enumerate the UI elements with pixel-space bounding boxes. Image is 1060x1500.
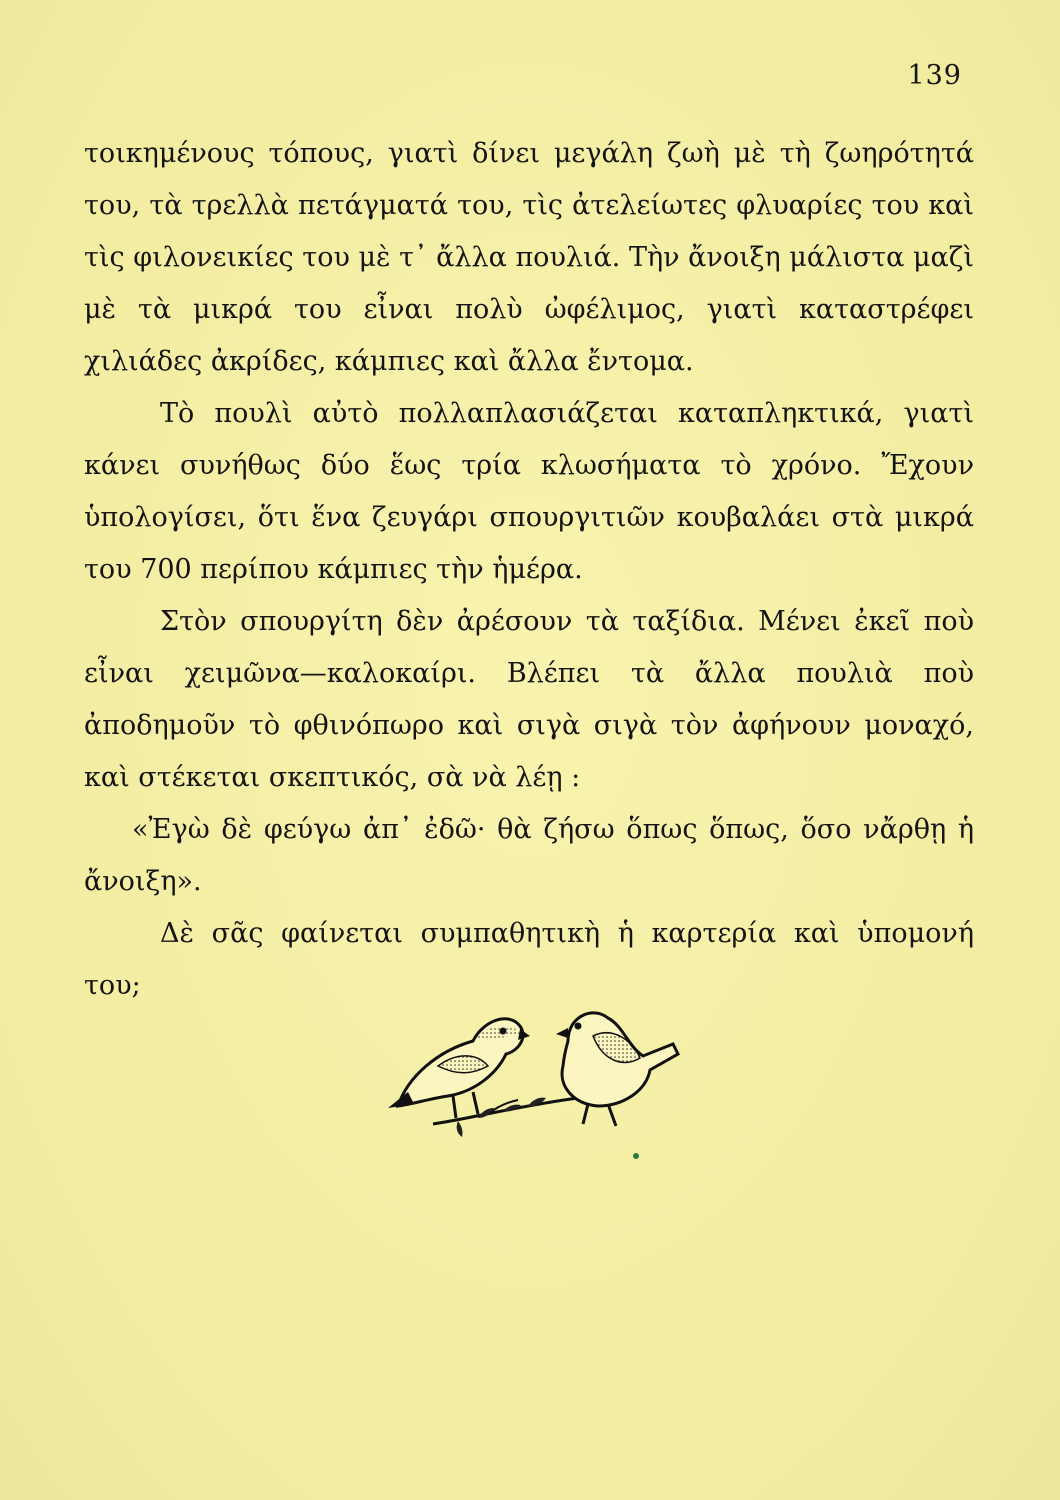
paragraph: Δὲ σᾶς φαίνεται συμπαθητικὴ ἡ καρτερία καὶ ὑπομονή του; — [84, 918, 974, 1001]
paragraph: Τὸ πουλὶ αὐτὸ πολλαπλασιάζεται καταπληκτικά, γιατὶ κάνει συνήθως δύο ἕως τρία κλωσήματα τὸ χρόνο. Ἔχουν ὑπολογίσει, ὅτι ἕνα ζευγάρι σπουργιτιῶν κουβαλάει στὰ μικρά του 700 περίπου κάμπιες τὴν ἡμέρα. — [84, 398, 974, 585]
body-text — [84, 128, 974, 1012]
paragraph: Στὸν σπουργίτη δὲν ἀρέσουν τὰ ταξίδια. Μένει ἐκεῖ ποὺ εἶναι χειμῶνα—καλοκαίρι. Βλέπει τὰ ἄλλα πουλιὰ ποὺ ἀποδημοῦν τὸ φθινόπωρο καὶ σιγὰ σιγὰ τὸν ἀφήνουν μοναχό, καὶ στέκεται σκεπτικός, σὰ νὰ λέῃ : — [84, 606, 974, 793]
two-sparrows-on-branch-icon — [378, 996, 698, 1166]
quote-paragraph: «Ἐγὼ δὲ φεύγω ἀπ᾽ ἐδῶ· θὰ ζήσω ὅπως ὅπως, ὅσο νἄρθῃ ἡ ἄνοιξη». — [84, 814, 974, 897]
page-number: 139 — [907, 60, 962, 91]
paragraph-continued: τοικημένους τόπους, γιατὶ δίνει μεγάλη ζωὴ μὲ τὴ ζωηρότητά του, τὰ τρελλὰ πετάγματά του, τὶς ἀτελείωτες φλυαρίες του καὶ τὶς φιλονεικίες του μὲ τ᾽ ἄλλα πουλιά. Τὴν ἄνοιξη μάλιστα μαζὶ μὲ τὰ μικρά του εἶναι πολὺ ὠφέλιμος, γιατὶ καταστρέφει χιλιάδες ἀκρίδες, κάμπιες καὶ ἄλλα ἔντομα. — [84, 138, 974, 377]
